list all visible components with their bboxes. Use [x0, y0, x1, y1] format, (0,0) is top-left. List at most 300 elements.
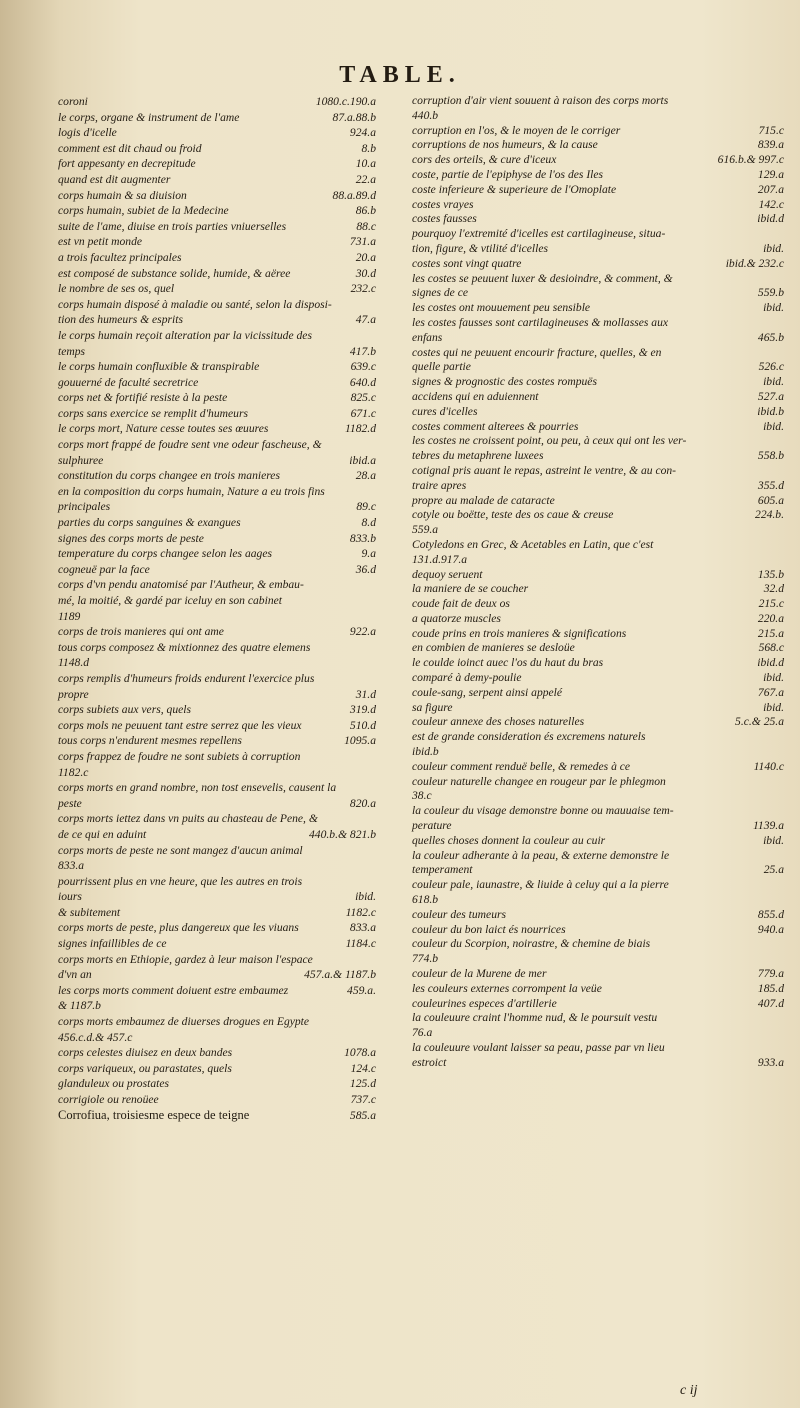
signature-mark: c ij — [680, 1383, 698, 1398]
index-entry — [412, 523, 784, 538]
index-entry — [412, 775, 784, 790]
index-entry — [412, 893, 784, 908]
page-reference: 31.d — [355, 687, 376, 701]
entry-text: mé, la moitié, & gardé par iceluy en son cabinet — [58, 594, 282, 607]
index-entry — [412, 1026, 784, 1041]
page-reference: 28.a — [355, 469, 376, 483]
page-reference: 855.d — [757, 907, 784, 921]
entry-text: tebres du metaphrene luxees — [412, 449, 544, 463]
page-reference: 185.d — [757, 981, 784, 995]
entry-text: coroni — [58, 95, 88, 108]
entry-text: coude fait de deux os — [412, 597, 510, 611]
index-entry — [58, 718, 376, 734]
index-entry — [58, 172, 376, 188]
index-entry — [412, 701, 784, 716]
entry-text: corps mort frappé de foudre sent vne odeur fascheuse, & — [58, 438, 322, 452]
index-entry — [412, 257, 784, 272]
index-entry — [412, 242, 784, 257]
entry-text: tion, figure, & vtilité d'icelles — [412, 241, 548, 255]
page-reference: 135.b — [757, 567, 784, 581]
page-reference: 22.a — [355, 172, 376, 186]
page-reference: 510.d — [349, 718, 376, 732]
entry-text: couleurines especes d'artillerie — [412, 996, 557, 1010]
index-entry — [412, 997, 784, 1012]
page-reference: 715.c — [758, 123, 784, 137]
entry-text: couleur du Scorpion, noirastre, & chemine de biais — [412, 937, 651, 951]
entry-text: corps humain & sa diuision — [58, 188, 187, 202]
index-entry — [58, 1092, 376, 1108]
page-reference: 940.a — [757, 922, 784, 936]
index-entry — [412, 538, 784, 553]
page-reference: 459.a. — [347, 983, 376, 997]
entry-text: temperament — [412, 863, 473, 877]
entry-text: 38.c — [412, 789, 432, 803]
entry-text: temperature du corps changee selon les aages — [58, 547, 273, 561]
entry-text: corps morts de peste ne sont mangez d'aucun animal — [58, 843, 303, 857]
entry-text: ibid.b — [412, 745, 439, 759]
page-reference: 933.a — [757, 1055, 784, 1069]
index-entry — [412, 878, 784, 893]
entry-text: principales — [58, 500, 111, 514]
page-reference: ibid.d — [757, 656, 784, 670]
page-reference: 89.c — [356, 500, 376, 514]
entry-text: d'vn an — [58, 968, 92, 982]
entry-text: quand est dit augmenter — [58, 172, 171, 186]
page-reference: 417.b — [349, 344, 376, 358]
index-entry — [58, 780, 376, 796]
index-entry — [412, 671, 784, 686]
index-entry — [412, 494, 784, 509]
entry-text: tion des humeurs & esprits — [58, 313, 183, 327]
entry-text: corruption en l'os, & le moyen de le corriger — [412, 123, 621, 137]
entry-text: logis d'icelle — [58, 126, 117, 140]
entry-text: constitution du corps changee en trois manieres — [58, 469, 280, 483]
index-entry — [58, 655, 376, 671]
page-reference: 5.c.& 25.a — [735, 715, 784, 729]
entry-text: a quatorze muscles — [412, 611, 501, 625]
page-reference: 671.c — [350, 406, 376, 420]
entry-text: le corps humain reçoit alteration par la vicissitude des — [58, 328, 312, 342]
entry-text: signes & prognostic des costes rompuës — [412, 375, 597, 389]
entry-text: corps sans exercice se remplit d'humeurs — [58, 406, 248, 420]
index-column-left — [58, 94, 376, 1123]
entry-text: les costes fausses sont cartilagineuses & mollasses aux — [412, 315, 669, 329]
index-entry — [58, 281, 376, 297]
entry-text: les costes ont mouuement peu sensible — [412, 301, 591, 315]
index-entry — [58, 796, 376, 812]
index-entry — [58, 125, 376, 141]
index-entry — [58, 905, 376, 921]
page-reference: 833.a — [349, 921, 376, 935]
page-reference: ibid. — [763, 700, 784, 714]
page-reference: 779.a — [757, 967, 784, 981]
entry-text: corps morts de peste, plus dangereux que les viuans — [58, 921, 299, 935]
index-entry — [412, 760, 784, 775]
entry-text: parties du corps sanguines & exangues — [58, 516, 241, 530]
index-entry — [412, 390, 784, 405]
entry-text: propre au malade de cataracte — [412, 493, 555, 507]
index-entry — [412, 582, 784, 597]
index-entry — [58, 843, 376, 859]
entry-text: couleur comment renduë belle, & remedes à ce — [412, 759, 631, 773]
entry-text: corps humain disposé à maladie ou santé, selon la disposi- — [58, 297, 332, 311]
index-entry — [412, 109, 784, 124]
index-entry — [412, 804, 784, 819]
index-entry — [58, 687, 376, 703]
index-entry — [58, 874, 376, 890]
page-reference: 465.b — [757, 330, 784, 344]
page-reference: 1139.a — [752, 819, 784, 833]
index-entry — [58, 546, 376, 562]
entry-text: la maniere de se coucher — [412, 582, 529, 596]
page-reference: 1078.a — [344, 1046, 376, 1060]
page-reference: 220.a — [757, 611, 784, 625]
entry-text: pourrissent plus en vne heure, que les autres en trois — [58, 874, 303, 888]
index-entry — [412, 360, 784, 375]
entry-text: les costes ne croissent point, ou peu, à ceux qui ont les ver- — [412, 434, 687, 448]
index-entry — [58, 141, 376, 157]
entry-text: corps de trois manieres qui ont ame — [58, 625, 224, 639]
page-reference: 924.a — [349, 126, 376, 140]
entry-text: 456.c.d.& 457.c — [58, 1030, 133, 1044]
index-entry — [412, 863, 784, 878]
entry-text: couleur des tumeurs — [412, 907, 507, 921]
page-reference: 833.b — [349, 531, 376, 545]
page-reference: ibid. — [355, 890, 376, 904]
index-entry — [58, 920, 376, 936]
page-reference: 232.c — [350, 282, 376, 296]
index-entry — [412, 272, 784, 287]
page-reference: 640.d — [349, 375, 376, 389]
page-reference: 820.a — [349, 796, 376, 810]
index-entry — [412, 597, 784, 612]
page-reference: 839.a — [757, 138, 784, 152]
index-entry — [58, 344, 376, 360]
entry-text: 1148.d — [58, 656, 90, 670]
entry-text: les costes se peuuent luxer & desioindre, & comment, & — [412, 271, 673, 285]
index-entry — [412, 420, 784, 435]
index-entry — [58, 156, 376, 172]
page-reference: 32.d — [763, 582, 784, 596]
entry-text: sa figure — [412, 700, 453, 714]
index-entry — [412, 553, 784, 568]
index-entry — [58, 624, 376, 640]
index-entry — [412, 789, 784, 804]
page-reference: 20.a — [355, 250, 376, 264]
index-entry — [58, 811, 376, 827]
index-entry — [58, 297, 376, 313]
index-entry — [58, 671, 376, 687]
index-entry — [412, 405, 784, 420]
index-entry — [412, 331, 784, 346]
index-entry — [412, 153, 784, 168]
index-entry — [412, 656, 784, 671]
entry-text: corps net & fortifié resiste à la peste — [58, 391, 228, 405]
entry-text: quelle partie — [412, 360, 471, 374]
index-entry — [412, 627, 784, 642]
entry-text: corps humain, subiet de la Medecine — [58, 204, 229, 218]
index-entry — [58, 593, 376, 609]
index-entry — [412, 316, 784, 331]
index-entry — [58, 188, 376, 204]
page-reference: 47.a — [355, 313, 376, 327]
page-reference: 559.b — [757, 286, 784, 300]
index-entry — [58, 468, 376, 484]
index-entry — [412, 1056, 784, 1071]
index-entry — [412, 937, 784, 952]
index-entry — [412, 1041, 784, 1056]
page-reference: 585.a — [349, 1108, 376, 1122]
index-entry — [58, 936, 376, 952]
entry-text: corps morts en Ethiopie, gardez à leur maison l'espace — [58, 952, 313, 966]
entry-text: le corps humain confluxible & transpirable — [58, 360, 260, 374]
index-entry — [412, 641, 784, 656]
entry-text: corps mols ne peuuent tant estre serrez que les vieux — [58, 718, 302, 732]
page-reference: 142.c — [758, 197, 784, 211]
index-entry — [412, 849, 784, 864]
page-reference: 129.a — [757, 167, 784, 181]
page-reference: 215.a — [757, 626, 784, 640]
index-entry — [58, 250, 376, 266]
entry-text: cotyle ou boëtte, teste des os caue & creuse — [412, 508, 614, 522]
page-reference: ibid. — [763, 241, 784, 255]
index-entry — [412, 834, 784, 849]
page-reference: 215.c — [758, 597, 784, 611]
entry-text: 76.a — [412, 1026, 433, 1040]
entry-text: Corrofiua, troisiesme espece de teigne — [58, 1107, 250, 1122]
index-entry — [58, 484, 376, 500]
entry-text: 1189 — [58, 609, 81, 623]
index-entry — [412, 94, 784, 109]
index-entry — [58, 437, 376, 453]
entry-text: corps morts en grand nombre, non tost ensevelis, causent la — [58, 781, 337, 795]
index-entry — [412, 183, 784, 198]
entry-text: Cotyledons en Grec, & Acetables en Latin, que c'est — [412, 537, 654, 551]
entry-text: la couleuure voulant laisser sa peau, passe par vn lieu — [412, 1041, 665, 1054]
page-reference: 30.d — [355, 266, 376, 280]
index-entry — [58, 749, 376, 765]
index-entry — [412, 715, 784, 730]
entry-text: costes qui ne peuuent encourir fracture, quelles, & en — [412, 345, 662, 359]
entry-text: cures d'icelles — [412, 404, 478, 418]
entry-text: quelles choses donnent la couleur au cuir — [412, 833, 606, 847]
entry-text: enfans — [412, 330, 443, 344]
entry-text: & subitement — [58, 905, 121, 919]
index-entry — [412, 286, 784, 301]
index-entry — [412, 434, 784, 449]
index-entry — [412, 346, 784, 361]
entry-text: corps morts iettez dans vn puits au chasteau de Pene, & — [58, 812, 318, 826]
page-reference: 737.c — [350, 1093, 376, 1106]
entry-text: corruption d'air vient souuent à raison des corps morts — [412, 94, 669, 107]
index-entry — [412, 124, 784, 139]
entry-text: le corps, organe & instrument de l'ame — [58, 110, 240, 124]
index-entry — [58, 203, 376, 219]
entry-text: signes infaillibles de ce — [58, 937, 167, 951]
page-reference: 10.a — [355, 157, 376, 171]
page-reference: ibid. — [763, 671, 784, 685]
entry-text: a trois facultez principales — [58, 250, 182, 264]
index-entry — [412, 730, 784, 745]
entry-text: couleur pale, iaunastre, & liuide à celuy qui a la pierre — [412, 878, 669, 892]
entry-text: pourquoy l'extremité d'icelles est cartilagineuse, situa- — [412, 227, 666, 241]
entry-text: en la composition du corps humain, Nature a eu trois fins — [58, 484, 325, 498]
index-entry — [58, 390, 376, 406]
index-entry — [58, 733, 376, 749]
index-entry — [58, 266, 376, 282]
index-entry — [58, 889, 376, 905]
index-entry — [412, 819, 784, 834]
entry-text: perature — [412, 819, 452, 833]
page-reference: 86.b — [355, 204, 376, 218]
page-reference: ibid. — [763, 301, 784, 315]
entry-text: signes de ce — [412, 286, 469, 300]
entry-text: couleur naturelle changee en rougeur par le phlegmon — [412, 774, 666, 788]
entry-text: costes fausses — [412, 212, 477, 226]
entry-text: corps d'vn pendu anatomisé par l'Autheur, & embau- — [58, 578, 304, 592]
entry-text: corps morts embaumez de diuerses drogues en Egypte — [58, 1015, 310, 1029]
entry-text: & 1187.b — [58, 999, 101, 1013]
entry-text: la couleur du visage demonstre bonne ou mauuaise tem- — [412, 804, 674, 818]
entry-text: corruptions de nos humeurs, & la cause — [412, 138, 598, 152]
entry-text: propre — [58, 687, 89, 701]
page-reference: ibid. — [763, 375, 784, 389]
page-reference: 36.d — [355, 562, 376, 576]
page-reference: 124.c — [350, 1061, 376, 1075]
page-reference: 558.b — [757, 449, 784, 463]
page-reference: 767.a — [757, 685, 784, 699]
page-reference: 1182.c — [345, 905, 376, 919]
page-reference: 440.b.& 821.b — [309, 827, 376, 841]
entry-text: glanduleux ou prostates — [58, 1077, 169, 1091]
entry-text: corps frappez de foudre ne sont subiets à corruption — [58, 749, 301, 763]
entry-text: est composé de substance solide, humide, & aëree — [58, 266, 291, 280]
entry-text: le corps mort, Nature cesse toutes ses œuures — [58, 422, 269, 436]
index-entry — [412, 952, 784, 967]
index-entry — [58, 562, 376, 578]
index-entry — [412, 449, 784, 464]
index-entry — [58, 1030, 376, 1046]
index-entry — [412, 1011, 784, 1026]
entry-text: corrigiole ou renoüee — [58, 1093, 159, 1106]
index-entry — [58, 702, 376, 718]
index-entry — [58, 1061, 376, 1077]
page-reference: 207.a — [757, 182, 784, 196]
entry-text: couleur du bon laict és nourrices — [412, 922, 566, 936]
index-entry — [412, 464, 784, 479]
index-entry — [58, 219, 376, 235]
page-reference: 9.a — [361, 547, 376, 561]
entry-text: suite de l'ame, diuise en trois parties vniuerselles — [58, 219, 287, 233]
page-reference: 25.a — [763, 863, 784, 877]
page-reference: 731.a — [349, 235, 376, 249]
index-entry — [412, 138, 784, 153]
entry-text: accidens qui en aduiennent — [412, 389, 539, 403]
page-reference: ibid. — [763, 833, 784, 847]
entry-text: la couleur adherante à la peau, & externe demonstre le — [412, 848, 670, 862]
entry-text: comparé à demy-poulie — [412, 671, 522, 685]
index-entry — [58, 406, 376, 422]
index-entry — [58, 640, 376, 656]
page-reference: 88.c — [356, 219, 376, 233]
entry-text: le coulde ioinct auec l'os du haut du bras — [412, 656, 604, 670]
index-entry — [58, 1014, 376, 1030]
entry-text: 440.b — [412, 108, 439, 122]
index-entry — [58, 359, 376, 375]
index-entry — [412, 227, 784, 242]
page-reference: 922.a — [349, 625, 376, 639]
page-reference: 1080.c.190.a — [315, 95, 376, 108]
page-reference: 224.b. — [755, 508, 784, 522]
index-entry — [58, 515, 376, 531]
index-entry — [412, 686, 784, 701]
entry-text: 559.a — [412, 523, 439, 537]
page-reference: 457.a.& 1187.b — [304, 968, 376, 982]
index-entry — [412, 908, 784, 923]
index-entry — [58, 765, 376, 781]
entry-text: les couleurs externes corrompent la veüe — [412, 981, 602, 995]
index-entry — [412, 982, 784, 997]
page-reference: 1140.c — [753, 759, 784, 773]
page-reference: ibid.& 232.c — [725, 256, 784, 270]
entry-text: iours — [58, 890, 82, 904]
page-reference: 527.a — [757, 389, 784, 403]
page-reference: 125.d — [349, 1077, 376, 1091]
index-entry — [412, 967, 784, 982]
page-reference: ibid.b — [757, 404, 784, 418]
entry-text: 1182.c — [58, 765, 89, 779]
entry-text: en combien de manieres se desloüe — [412, 641, 575, 655]
page-reference: 355.d — [757, 478, 784, 492]
index-entry — [58, 94, 376, 110]
index-entry — [58, 983, 376, 999]
index-entry — [412, 923, 784, 938]
entry-text: dequoy seruent — [412, 567, 483, 581]
index-entry — [58, 998, 376, 1014]
entry-text: coste inferieure & superieure de l'Omoplate — [412, 182, 617, 196]
index-entry — [412, 612, 784, 627]
entry-text: sulphuree — [58, 453, 104, 467]
page-reference: 526.c — [758, 360, 784, 374]
index-entry — [412, 168, 784, 183]
entry-text: costes comment alterees & pourries — [412, 419, 579, 433]
entry-text: de ce qui en aduint — [58, 827, 147, 841]
entry-text: gouuerné de faculté secretrice — [58, 375, 199, 389]
page-reference: 1184.c — [345, 937, 376, 951]
index-entry — [58, 1108, 376, 1124]
page-header: TABLE. — [339, 62, 461, 88]
page-reference: 825.c — [350, 391, 376, 405]
index-entry — [58, 499, 376, 515]
index-entry — [412, 198, 784, 213]
page-reference: 87.a.88.b — [332, 110, 376, 124]
entry-text: est vn petit monde — [58, 235, 143, 249]
index-entry — [412, 745, 784, 760]
index-entry — [412, 212, 784, 227]
index-entry — [58, 827, 376, 843]
entry-text: 131.d.917.a — [412, 552, 468, 566]
entry-text: les corps morts comment doiuent estre embaumez — [58, 983, 289, 997]
entry-text: est de grande consideration és excremens naturels — [412, 730, 646, 744]
entry-text: 833.a — [58, 859, 85, 873]
entry-text: couleur de la Murene de mer — [412, 967, 547, 981]
index-entry — [58, 110, 376, 126]
entry-text: corps remplis d'humeurs froids endurent l'exercice plus — [58, 671, 315, 685]
page-reference: 605.a — [757, 493, 784, 507]
page-reference: 407.d — [757, 996, 784, 1010]
entry-text: tous corps composez & mixtionnez des quatre elemens — [58, 640, 311, 654]
entry-text: costes vrayes — [412, 197, 474, 211]
